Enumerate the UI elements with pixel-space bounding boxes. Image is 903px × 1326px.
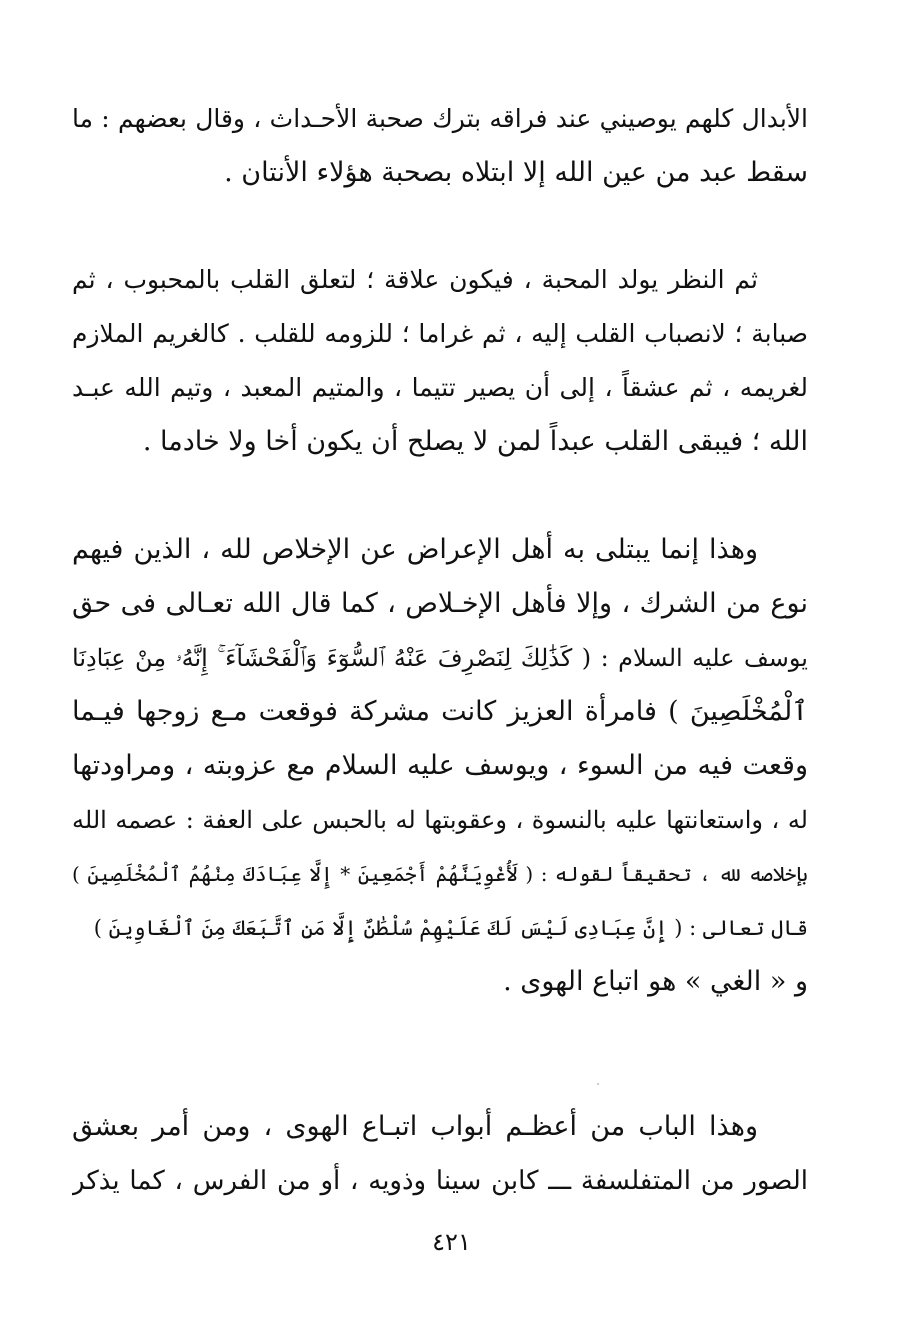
text-line: لغريمه ، ثم عشقاً ، إلى أن يصير تتيما ، والمتيم المعبد ، وتيم الله عبـد	[72, 373, 808, 402]
text-line: وهذا الباب من أعظـم أبواب اتبـاع الهوى ، ومن أمر بعشق	[72, 1111, 758, 1142]
paragraph-3	[72, 523, 808, 1009]
text-line: الأبدال كلهم يوصيني عند فراقه بترك صحبة الأحـداث ، وقال بعضهم : ما	[72, 104, 808, 133]
page-number: ٤٢١	[432, 1228, 471, 1256]
quran-verse-line: ٱلْمُخْلَصِينَ ) فامرأة العزيز كانت مشركة فوقعت مـع زوجها فيـما	[72, 696, 808, 727]
scan-speck	[597, 1083, 599, 1085]
text-line: صبابة ؛ لانصباب القلب إليه ، ثم غراما ؛ للزومه للقلب . كالغريم الملازم	[72, 319, 808, 348]
paragraph-1	[72, 92, 808, 200]
paragraph-2	[72, 253, 808, 469]
text-line: ثم النظر يولد المحبة ، فيكون علاقة ؛ لتعلق القلب بالمحبوب ، ثم	[72, 265, 758, 294]
text-line: سقط عبد من عين الله إلا ابتلاه بصحبة هؤلاء الأنتان .	[224, 157, 808, 188]
text-line: الصور من المتفلسفة ـــ كابن سينا وذويه ، أو من الفرس ، كما يذكر	[72, 1166, 808, 1196]
text-line: الله ؛ فيبقى القلب عبداً لمن لا يصلح أن يكون أخا ولا خادما .	[142, 426, 808, 457]
text-line: نوع من الشرك ، وإلا فأهل الإخـلاص ، كما قال الله تعـالى فى حق	[72, 588, 808, 619]
quran-verse-line: يوسف عليه السلام : ( كَذَٰلِكَ لِنَصْرِفَ عَنْهُ ٱلسُّوٓءَ وَٱلْفَحْشَآءَ ۚ إِنَّهُۥ مِنْ عِبَادِنَا	[72, 644, 808, 672]
text-line: له ، واستعانتها عليه بالنسوة ، وعقوبتها له بالحبس على العفة : عصمه الله	[72, 806, 808, 834]
text-line: و « الغي » هو اتباع الهوى .	[503, 966, 808, 997]
quran-verse-line: بإخلاصه لله ، تحقيقاً لقوله : ( لَأُغْوِيَنَّهُمْ أَجْمَعِينَ * إِلَّا عِبَادَكَ مِنْهُمُ ٱلْمُخْلَصِينَ )	[72, 862, 808, 886]
quran-verse-line: قال تعالى : ( إِنَّ عِبَادِى لَيْسَ لَكَ عَلَيْهِمْ سُلْطَٰنٌ إِلَّا مَنِ ٱتَّبَعَكَ مِنَ ٱلْغَاوِينَ )	[93, 916, 808, 940]
text-line: وقعت فيه من السوء ، ويوسف عليه السلام مع عزوبته ، ومراودتها	[72, 750, 808, 781]
text-line: وهذا إنما يبتلى به أهل الإعراض عن الإخلاص لله ، الذين فيهم	[72, 534, 758, 565]
paragraph-4	[72, 1100, 808, 1208]
